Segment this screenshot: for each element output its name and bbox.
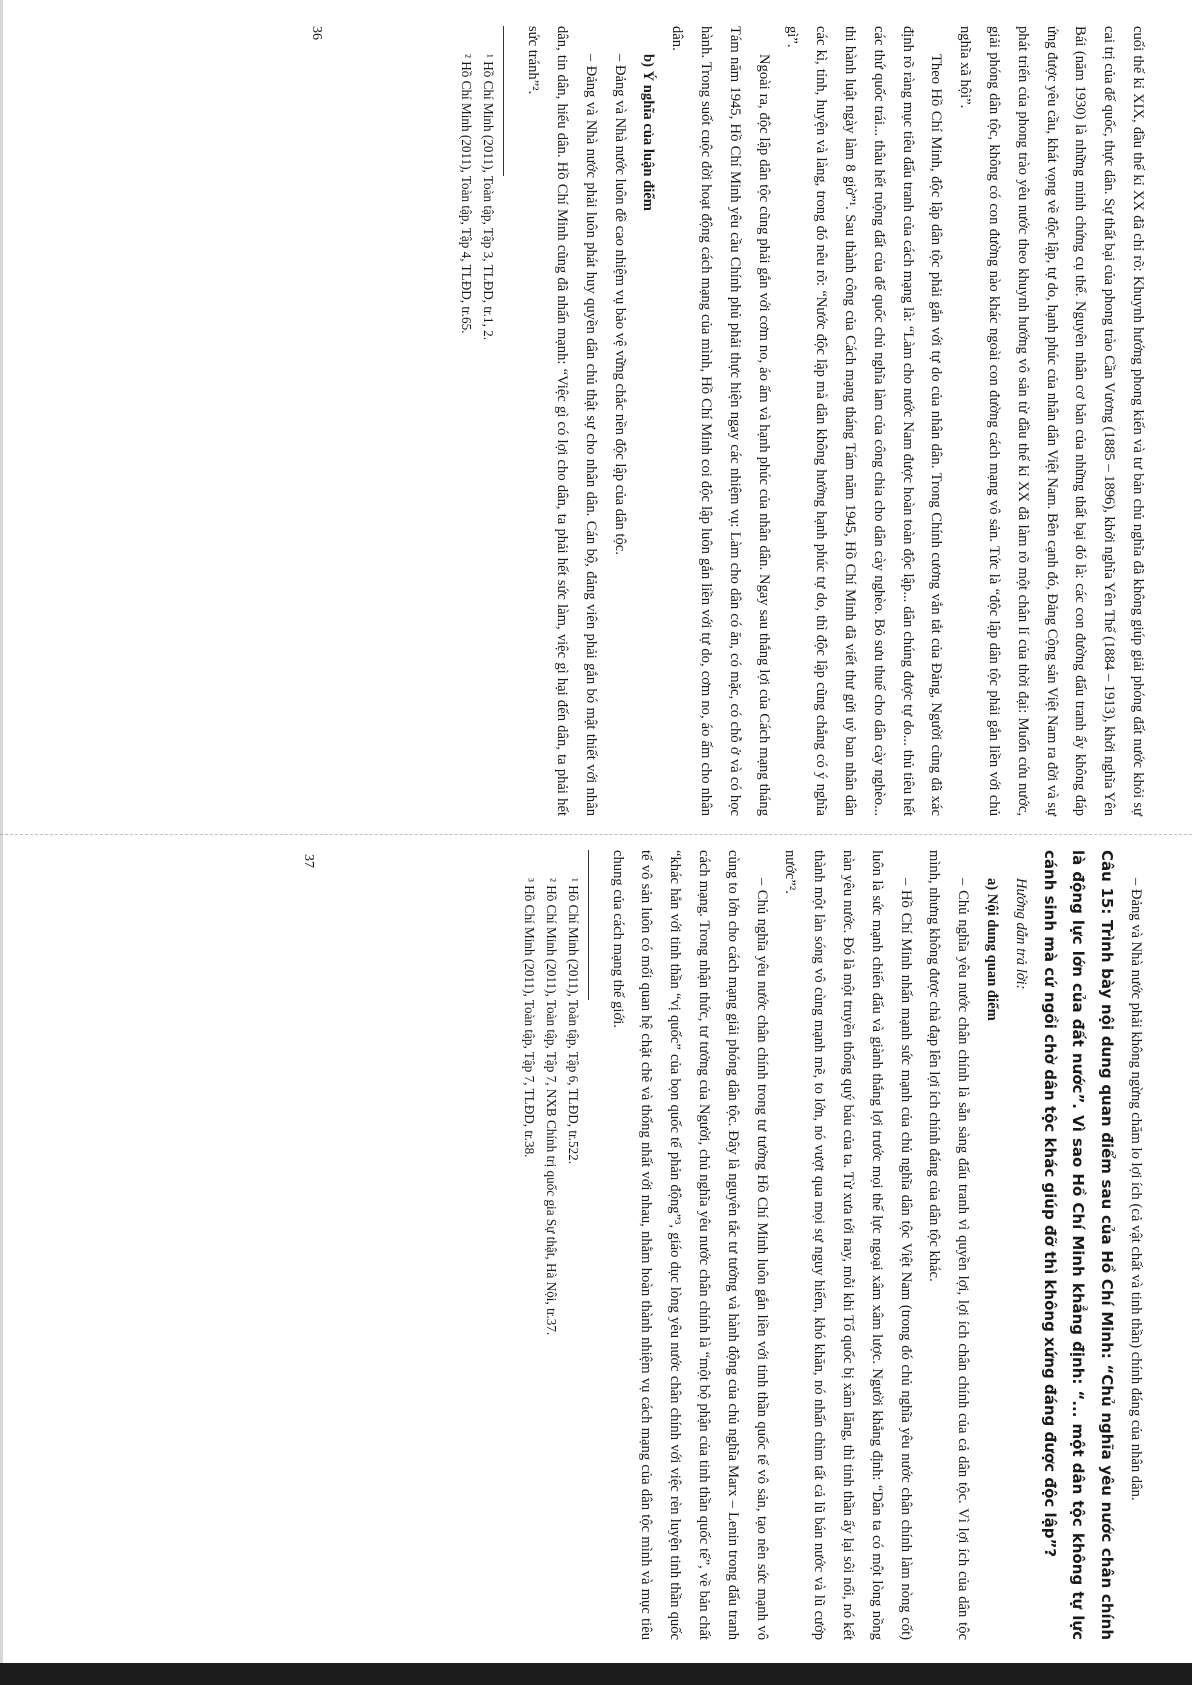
bullet-item: – Đảng và Nhà nước phải không ngừng chăm lo lợi ích (cả vật chất và tinh thần) chính đáng của nhân dân. <box>1128 878 1144 1501</box>
paragraph: cuối thế kỉ XIX, đầu thế kỉ XX đã chỉ rõ: Khuynh hướng phong kiến và tư bản chủ nghĩa đã không giúp giải phóng đất nước khỏi sự cai trị của đế quốc, thực dân. Sự thất bại của phong trào Cần Vương (1885 – 1896), khởi nghĩa Yên Thế (1884 – 1913), khởi nghĩa Yên Bái (năm 1930) là những minh chứng cụ thể. Nguyên nhân cơ bản của những thất bại đó là: các con đường đấu tranh ấy không đáp ứng được yêu cầu, khát vọng về độc lập, tự do, hạnh phúc của nhân dân Việt Nam. Bên cạnh đó, Đảng Cộng sản Việt Nam ra đời và sự phát triển của phong trào yêu nước theo khuynh hướng vô sản từ đầu thế kỉ XX đã làm rõ một chân lí của thời đại: Muốn cứu nước, giải phóng dân tộc, không có con đường nào khác ngoài con đường cách mạng vô sản. Tức là “độc lập dân tộc phải gắn liền với chủ nghĩa xã hội”. <box>957 26 1146 816</box>
bullet-item: – Đảng và Nhà nước phải luôn phát huy quyền dân chủ thật sự cho nhân dân. Cán bộ, đảng viên phải gắn bó mật thiết với nhân dân, tin dân, hiểu dân. Hồ Chí Minh cũng đã nhấn mạnh: “Việc gì có lợi cho dân, ta phải hết sức làm, việc gì hại đến dân, ta phải hết sức tránh”². <box>525 26 599 816</box>
page-37 <box>290 850 1150 1640</box>
page-number: 36 <box>309 26 324 40</box>
bullet-item: – Đảng và Nhà nước luôn đề cao nhiệm vụ bảo vệ vững chắc nền độc lập của dân tộc. <box>611 54 628 555</box>
question-heading: Câu 15: Trình bày nội dung quan điểm sau của Hồ Chí Minh: “Chủ nghĩa yêu nước chân chính là động lực lớn của đất nước”. Vì sao Hồ Chí Minh khẳng định: “... một dân tộc không tự lực cánh sinh mà cứ ngồi chờ dân tộc khác giúp đỡ thì không xứng đáng được độc lập”? <box>1040 850 1117 1640</box>
page-36 <box>292 26 1152 816</box>
subheading: b) Ý nghĩa của luận điểm <box>640 54 657 211</box>
footnote-rule <box>588 850 589 1000</box>
footnote: ¹ Hồ Chí Minh (2011), Toàn tập, Tập 6, TLĐD, tr.522. <box>565 878 581 1165</box>
paragraph: – Chủ nghĩa yêu nước chân chính là sẵn sàng đấu tranh vì quyền lợi, lợi ích chân chính của cả dân tộc. Vì lợi ích của dân tộc mình, nhưng không được chà đạp lên lợi ích chính đáng của dân tộc khác. <box>926 850 972 1640</box>
footnote: ³ Hồ Chí Minh (2011), Toàn tập, Tập 7, TLĐD, tr.38. <box>521 878 537 1158</box>
page-number: 37 <box>301 854 316 868</box>
scan-edge <box>0 0 3 1685</box>
book-fold-line <box>0 834 1192 835</box>
footnote: ² Hồ Chí Minh (2011), Toàn tập, Tập 4, TLĐD, tr.65. <box>459 54 475 334</box>
paragraph: – Hồ Chí Minh nhấn mạnh sức mạnh của chủ nghĩa dân tộc Việt Nam (trong đó chủ nghĩa yêu nước chân chính làm nòng cốt) luôn là sức mạnh chiến đấu và giành thắng lợi trước mọi thế lực ngoại xâm xâm lược. Người khẳng định: “Dân ta có một lòng nồng nàn yêu nước. Đó là một truyền thống quý báu của ta. Từ xưa tới nay, mỗi khi Tổ quốc bị xâm lăng, thì tinh thần ấy lại sôi nổi, nó kết thành một làn sóng vô cùng mạnh mẽ, to lớn, nó vượt qua mọi sự nguy hiểm, khó khăn, nó nhấn chìm tất cả lũ bán nước và lũ cướp nước”². <box>782 850 914 1640</box>
paragraph: – Chủ nghĩa yêu nước chân chính trong tư tưởng Hồ Chí Minh luôn gắn liền với tinh thần quốc tế vô sản, tạo nên sức mạnh vô cùng to lớn cho cách mạng giải phóng dân tộc. Đây là nguyên tắc tư tưởng và hành động của chủ nghĩa Marx – Lenin trong đấu tranh cách mạng. Trong nhận thức, tư tưởng của Người, chủ nghĩa yêu nước chân chính là “một bộ phận của tinh thần quốc tế”, về bản chất “khác hẳn với tinh thần “vị quốc” của bọn quốc tế phản động”³, giáo dục lòng yêu nước chân chính với việc rèn luyện tinh thần quốc tế vô sản luôn có mối quan hệ chặt chẽ và thống nhất với nhau, nhằm hoàn thành nhiệm vụ cách mạng của dân tộc mình và mục tiêu chung của cách mạng thế giới. <box>609 850 770 1640</box>
subheading: a) Nội dung quan điểm <box>984 878 1001 1021</box>
paragraph: Theo Hồ Chí Minh, độc lập dân tộc phải gắn với tự do của nhân dân. Trong Chính cương vắn tắt của Đảng, Người cũng đã xác định rõ ràng mục tiêu đấu tranh của cách mạng là: “Làm cho nước Nam được hoàn toàn độc lập... dân chúng được tự do... thủ tiêu hết các thứ quốc trái... thâu hết ruộng đất của đế quốc chủ nghĩa làm của công chia cho dân cày nghèo. Bỏ sưu thuế cho dân cày nghèo... thi hành luật ngày làm 8 giờ”¹. Sau thành công của Cách mạng tháng Tám năm 1945, Hồ Chí Minh đã viết thư gửi uỷ ban nhân dân các kì, tỉnh, huyện và làng, trong đó nêu rõ: “Nước độc lập mà dân không hưởng hạnh phúc tự do, thì độc lập cũng chẳng có ý nghĩa gì”. <box>784 26 945 816</box>
guide-label: Hướng dẫn trả lời: <box>1012 878 1029 990</box>
scan-bottom-bar <box>0 1663 1192 1685</box>
footnote: ¹ Hồ Chí Minh (2011), Toàn tập, Tập 3, TLĐD, tr.1, 2. <box>481 54 497 341</box>
footnote: ² Hồ Chí Minh (2011), Toàn tập, Tập 7, NXB Chính trị quốc gia Sự thật, Hà Nội, tr.37. <box>543 878 559 1336</box>
paragraph: Ngoài ra, độc lập dân tộc cũng phải gắn với cơm no, áo ấm và hạnh phúc của nhân dân. Ngay sau thắng lợi của Cách mạng tháng Tám năm 1945, Hồ Chí Minh yêu cầu Chính phủ phải thực hiện ngay các nhiệm vụ: Làm cho dân có ăn, có mặc, có chỗ ở và có học hành. Trong suốt cuộc đời hoạt động cách mạng của mình, Hồ Chí Minh coi độc lập luôn gắn liền với tự do, cơm no, áo ấm cho nhân dân. <box>669 26 772 816</box>
footnote-rule <box>503 26 504 176</box>
